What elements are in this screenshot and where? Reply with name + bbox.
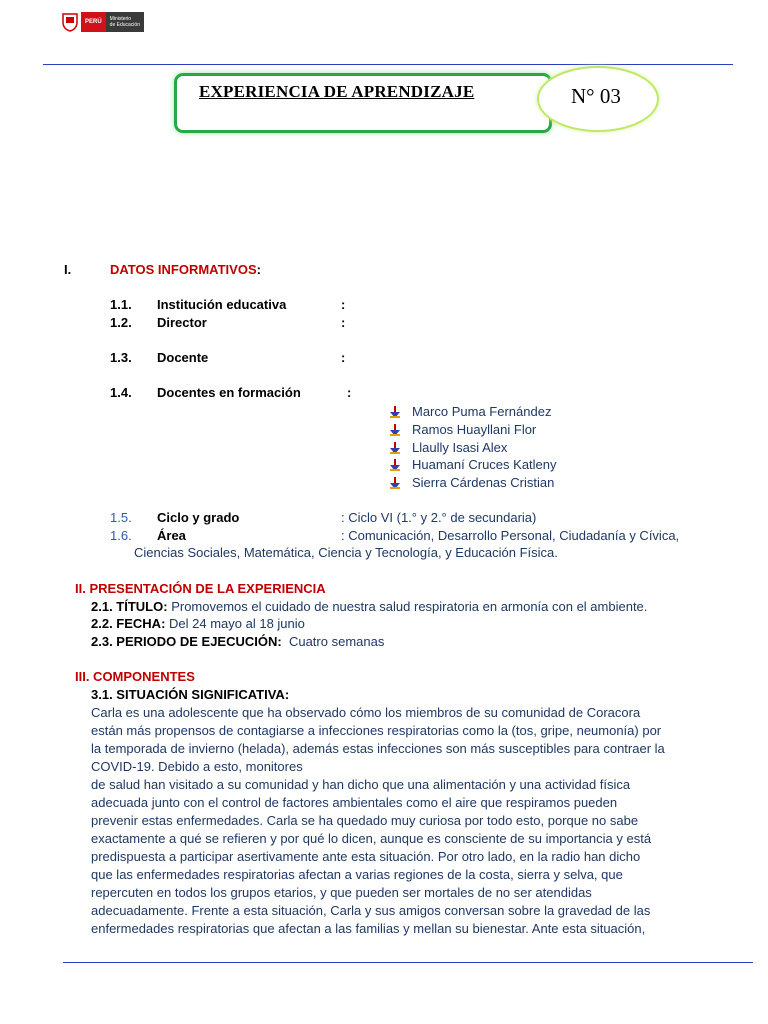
paragraph-line: repercuten en todos los grupos etarios, y que pueden ser mortales de no ser atendidas [91,885,592,900]
paragraph-line: están más propensos de contagiarse a infecciones respiratorias como la (tos, gripe, neumonía) por [91,723,662,738]
item-1-6-value-cont: Ciencias Sociales, Matemática, Ciencia y Tecnología, y Educación Física. [134,545,558,560]
paragraph-line: de salud han visitado a su comunidad y han dicho que una alimentación y una actividad física [91,777,631,792]
top-divider [43,64,733,65]
teacher-item [390,404,551,419]
teacher-item [390,457,557,472]
section-2-heading: II. PRESENTACIÓN DE LA EXPERIENCIA [75,581,326,596]
teacher-item [390,475,554,490]
fecha-row: 2.2. FECHA: Del 24 mayo al 18 junio [91,616,305,631]
paragraph-line: Carla es una adolescente que ha observado cómo los miembros de su comunidad de Coracora [91,705,641,720]
ministry-label: Ministerio de Educación [106,12,144,32]
paragraph-line: COVID-19. Debido a esto, monitores [91,759,303,774]
ministry-logo [61,10,155,34]
item-1-3-label: Docente [157,350,209,365]
teacher-name: Llaully Isasi Alex [412,440,508,455]
titulo-row: 2.1. TÍTULO: Promovemos el cuidado de nuestra salud respiratoria en armonía con el ambiente. [91,599,648,614]
item-1-3-colon: : [341,350,346,365]
teacher-name: Sierra Cárdenas Cristian [412,475,555,490]
arrow-bullet-icon [390,459,400,471]
teacher-name: Huamaní Cruces Katleny [412,457,557,472]
item-1-2-num: 1.2. [110,315,132,330]
item-1-5-num: 1.5. [110,510,132,525]
teacher-item [390,422,536,437]
teacher-name: Ramos Huayllani Flor [412,422,537,437]
teacher-item [390,440,507,455]
bottom-divider [63,962,753,963]
arrow-bullet-icon [390,477,400,489]
arrow-bullet-icon [390,442,400,454]
experience-number: N° 03 [571,84,621,108]
arrow-bullet-icon [390,406,400,418]
item-1-6-value: : Comunicación, Desarrollo Personal, Ciudadanía y Cívica, [341,528,680,543]
teacher-name: Marco Puma Fernández [412,404,552,419]
section-1-heading: DATOS INFORMATIVOS: [110,262,261,277]
paragraph-line: prevenir estas enfermedades. Carla se ha quedado muy curiosa por todo esto, porque no sabe [91,813,639,828]
paragraph-line: la temporada de invierno (helada), además estas infecciones son más susceptibles para contraer la [91,741,665,756]
item-1-4-num: 1.4. [110,385,132,400]
arrow-bullet-icon [390,424,400,436]
item-1-1-num: 1.1. [110,297,132,312]
section-3-heading: III. COMPONENTES [75,669,195,684]
item-1-4-colon: : [347,385,352,400]
paragraph-line: enfermedades respiratorias que afectan a las familias y mellan su bienestar. Ante esta situación, [91,921,646,936]
paragraph-line: exactamente a qué se refieren y por qué lo dicen, aunque es consciente de su importancia y está [91,831,652,846]
item-1-5-value: : Ciclo VI (1.° y 2.° de secundaria) [341,510,537,525]
situacion-paragraph [91,704,721,938]
item-1-5-label: Ciclo y grado [157,510,240,525]
page-title: EXPERIENCIA DE APRENDIZAJE [199,82,475,101]
item-1-1-colon: : [341,297,346,312]
paragraph-line: adecuada junto con el control de factores ambientales como el aire que respiramos pueden [91,795,618,810]
item-1-6-label: Área [157,528,186,543]
item-1-2-colon: : [341,315,346,330]
item-1-4-label: Docentes en formación [157,385,301,400]
situacion-heading: 3.1. SITUACIÓN SIGNIFICATIVA: [91,687,290,702]
item-1-2-label: Director [157,315,207,330]
paragraph-line: adecuadamente. Frente a esta situación, Carla y sus amigos conversan sobre la gravedad de las [91,903,651,918]
item-1-3-num: 1.3. [110,350,132,365]
item-1-6-num: 1.6. [110,528,132,543]
paragraph-line: que las enfermedades respiratorias afectan a varias regiones de la costa, sierra y selva, que [91,867,623,882]
paragraph-line: predispuesta a participar asertivamente ante esta situación. Por otro lado, en la radio han dicho [91,849,641,864]
peru-label: PERÚ [81,12,106,32]
section-1-number: I. [64,262,72,277]
item-1-1-label: Institución educativa [157,297,287,312]
coat-of-arms-icon [61,12,79,32]
periodo-row: 2.3. PERIODO DE EJECUCIÓN: Cuatro semanas [91,634,385,649]
